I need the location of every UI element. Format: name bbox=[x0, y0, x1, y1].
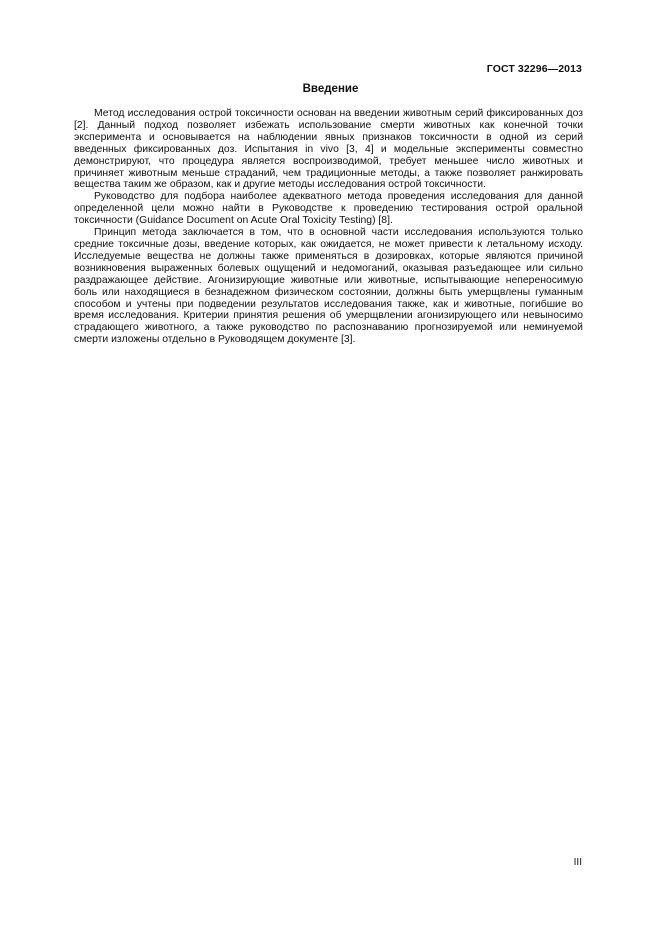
paragraph-guidance: Руководство для подбора наиболее адекватного метода проведения исследования для данной определенной цели можно найти в Руководстве к проведению тестирования острой оральной токсичности (Guidance Document on Acute Oral Toxicity Testing) [8]. bbox=[74, 191, 583, 227]
paragraph-principle: Принцип метода заключается в том, что в основной части исследования используются только средние токсичные дозы, введение которых, как ожидается, не может привести к летальному исходу. Исследуемые вещества не должны также применяться в дозировках, которые являются причиной возникновения выраженных болевых ощущений и недомоганий, оказывая разъедающее или сильно раздражающее действие. Агонизирующие животные или животные, испытывающие непереносимую боль или находящиеся в безнадежном физическом состоянии, должны быть умерщвлены гуманным способом и учтены при подведении результатов исследования также, как и животные, погибшие во время исследования. Критерии принятия решения об умерщвлении агонизирующего или невыносимо страдающего животного, а также руководство по распознаванию прогнозируемой или неминуемой смерти изложены отдельно в Руководящем документе [3]. bbox=[74, 227, 583, 346]
document-code: ГОСТ 32296—2013 bbox=[486, 63, 582, 75]
page-number: III bbox=[573, 857, 582, 868]
section-title: Введение bbox=[302, 83, 359, 95]
paragraph-method-basis: Метод исследования острой токсичности основан на введении животным серий фиксированных доз [2]. Данный подход позволяет избежать использование смерти животных как конечной точки эксперимента и основывается на наблюдении явных признаков токсичности в одной из серий введенных фиксированных доз. Испытания in vivo [3, 4] и модельные эксперименты совместно демонстрируют, что процедура является воспроизводимой, требует меньшее число животных и причиняет животным меньше страданий, чем традиционные методы, а также позволяет ранжировать вещества таким же образом, как и другие методы исследования острой токсичности. bbox=[74, 108, 583, 191]
body-text bbox=[74, 108, 583, 346]
